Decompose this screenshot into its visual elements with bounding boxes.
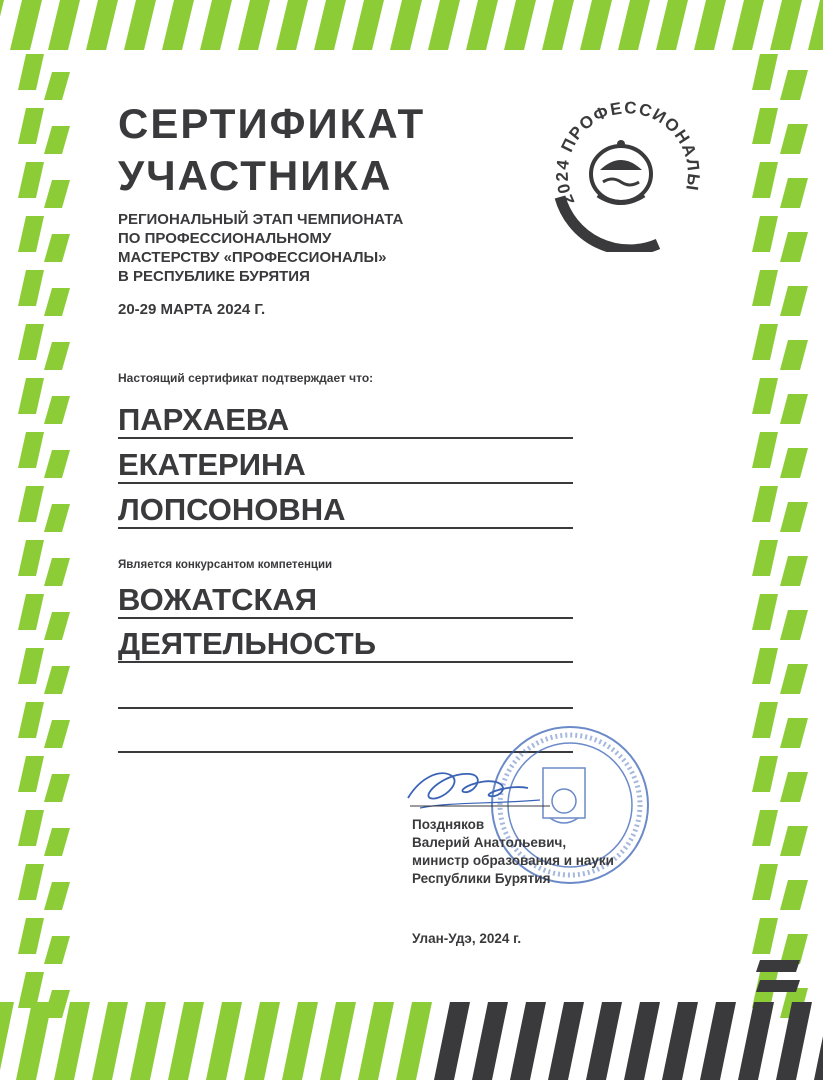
border-stripe: [770, 0, 802, 50]
name-underline: [118, 527, 573, 529]
border-stripe: [18, 162, 44, 198]
border-stripe: [18, 108, 44, 144]
certificate-title-line-1: СЕРТИФИКАТ: [118, 100, 426, 147]
border-stripe: [44, 828, 70, 856]
handwritten-signature: [400, 758, 550, 820]
border-stripe: [44, 504, 70, 532]
border-stripe: [752, 378, 778, 414]
border-stripe: [282, 1002, 318, 1080]
signatory-name: Валерий Анатольевич,: [412, 835, 567, 850]
logo-arc-text: 2024 ПРОФЕССИОНАЛЫ: [552, 98, 704, 209]
border-stripe: [618, 0, 650, 50]
border-stripe: [352, 0, 384, 50]
border-stripe: [0, 1002, 14, 1080]
border-stripe: [752, 540, 778, 576]
border-stripe: [780, 70, 808, 100]
border-stripe: [92, 1002, 128, 1080]
border-stripe: [44, 666, 70, 694]
border-stripe: [504, 0, 536, 50]
border-stripe: [124, 0, 156, 50]
competency-label: Является конкурсантом компетенции: [118, 559, 333, 571]
border-stripe: [10, 0, 42, 50]
border-stripe: [700, 1002, 736, 1080]
place-and-date: Улан-Удэ, 2024 г.: [412, 931, 522, 946]
professionals-logo: [548, 92, 708, 252]
border-stripe: [0, 0, 4, 50]
border-stripe: [390, 0, 422, 50]
border-stripe: [808, 0, 823, 50]
border-stripe: [780, 502, 808, 532]
border-stripe: [780, 772, 808, 802]
border-stripe: [752, 810, 778, 846]
border-stripe: [752, 594, 778, 630]
border-stripe: [624, 1002, 660, 1080]
border-stripe: [358, 1002, 394, 1080]
border-stripe: [780, 718, 808, 748]
border-stripe: [44, 180, 70, 208]
signatory-surname: Поздняков: [412, 817, 485, 832]
border-stripe: [18, 540, 44, 576]
border-stripe: [162, 0, 194, 50]
border-stripe: [780, 232, 808, 262]
border-stripe: [44, 72, 70, 100]
border-stripe: [18, 378, 44, 414]
border-stripe: [44, 720, 70, 748]
border-stripe: [44, 288, 70, 316]
border-stripe: [18, 324, 44, 360]
border-stripe: [752, 216, 778, 252]
border-stripe: [18, 702, 44, 738]
border-stripe: [396, 1002, 432, 1080]
border-stripe: [752, 486, 778, 522]
competency-underline: [118, 661, 573, 663]
border-stripe: [738, 1002, 774, 1080]
competency-line-2: ДЕЯТЕЛЬНОСТЬ: [118, 626, 377, 661]
border-stripe: [780, 880, 808, 910]
border-stripe: [780, 286, 808, 316]
name-underline: [118, 437, 573, 439]
name-underline: [118, 482, 573, 484]
border-stripe: [752, 108, 778, 144]
border-stripe: [18, 270, 44, 306]
border-stripe: [752, 432, 778, 468]
border-stripe: [694, 0, 726, 50]
border-stripe: [18, 216, 44, 252]
certificate-title-line-2: УЧАСТНИКА: [118, 152, 393, 199]
competency-line-1: ВОЖАТСКАЯ: [118, 582, 318, 617]
border-stripe: [44, 126, 70, 154]
border-stripe: [780, 826, 808, 856]
border-stripe: [200, 0, 232, 50]
border-stripe: [542, 0, 574, 50]
border-stripe: [238, 0, 270, 50]
border-stripe: [580, 0, 612, 50]
border-stripe: [206, 1002, 242, 1080]
border-stripe: [752, 54, 778, 90]
border-stripe: [44, 234, 70, 262]
border-stripe: [814, 1002, 823, 1080]
border-stripe: [18, 432, 44, 468]
signatory-region: Республики Бурятия: [412, 871, 551, 886]
border-stripe: [18, 54, 44, 90]
border-stripe: [752, 918, 778, 954]
border-stripe: [752, 648, 778, 684]
border-stripe: [752, 324, 778, 360]
border-stripe: [780, 340, 808, 370]
blank-underline: [118, 707, 573, 709]
border-stripe: [780, 556, 808, 586]
border-stripe: [44, 774, 70, 802]
border-stripe: [756, 980, 800, 992]
border-stripe: [276, 0, 308, 50]
logo-text: [553, 98, 704, 208]
border-stripe: [752, 756, 778, 792]
border-stripe: [16, 1002, 52, 1080]
border-stripe: [780, 664, 808, 694]
border-stripe: [466, 0, 498, 50]
border-stripe: [752, 864, 778, 900]
border-stripe: [44, 936, 70, 964]
border-stripe: [752, 162, 778, 198]
subtitle-line: В РЕСПУБЛИКЕ БУРЯТИЯ: [118, 268, 310, 285]
border-stripe: [86, 0, 118, 50]
border-stripe: [244, 1002, 280, 1080]
subtitle-line: МАСТЕРСТВУ «ПРОФЕССИОНАЛЫ»: [118, 249, 387, 266]
border-stripe: [780, 394, 808, 424]
border-stripe: [44, 558, 70, 586]
border-stripe: [510, 1002, 546, 1080]
border-stripe: [656, 0, 688, 50]
event-dates: 20-29 МАРТА 2024 Г.: [118, 301, 266, 318]
border-stripe: [44, 450, 70, 478]
border-stripe: [752, 702, 778, 738]
border-stripe: [752, 270, 778, 306]
participant-first-name: ЕКАТЕРИНА: [118, 447, 306, 482]
border-stripe: [314, 0, 346, 50]
border-stripe: [472, 1002, 508, 1080]
border-stripe: [18, 810, 44, 846]
participant-surname: ПАРХАЕВА: [118, 402, 290, 437]
border-stripe: [662, 1002, 698, 1080]
border-stripe: [780, 178, 808, 208]
border-stripe: [44, 396, 70, 424]
border-stripe: [44, 882, 70, 910]
border-stripe: [756, 960, 800, 972]
border-stripe: [780, 610, 808, 640]
border-stripe: [780, 448, 808, 478]
logo-arc-bar: [560, 197, 658, 250]
border-stripe: [780, 124, 808, 154]
border-stripe: [168, 1002, 204, 1080]
border-stripe: [44, 342, 70, 370]
border-stripe: [18, 756, 44, 792]
border-stripe: [320, 1002, 356, 1080]
border-stripe: [780, 934, 808, 964]
border-stripe: [548, 1002, 584, 1080]
border-stripe: [18, 594, 44, 630]
competency-underline: [118, 617, 573, 619]
signatory-position: министр образования и науки: [412, 853, 614, 868]
emblem-icon: [591, 140, 651, 203]
confirmation-text: Настоящий сертификат подтверждает что:: [118, 371, 374, 385]
border-stripe: [18, 648, 44, 684]
subtitle-line: РЕГИОНАЛЬНЫЙ ЭТАП ЧЕМПИОНАТА: [118, 211, 404, 228]
border-stripe: [18, 864, 44, 900]
border-stripe: [18, 918, 44, 954]
border-stripe: [44, 612, 70, 640]
border-stripe: [48, 0, 80, 50]
border-stripe: [434, 1002, 470, 1080]
subtitle-line: ПО ПРОФЕССИОНАЛЬНОМУ: [118, 230, 332, 247]
border-stripe: [130, 1002, 166, 1080]
border-stripe: [18, 486, 44, 522]
border-stripe: [586, 1002, 622, 1080]
border-stripe: [428, 0, 460, 50]
participant-patronymic: ЛОПСОНОВНА: [118, 492, 346, 527]
border-stripe: [732, 0, 764, 50]
